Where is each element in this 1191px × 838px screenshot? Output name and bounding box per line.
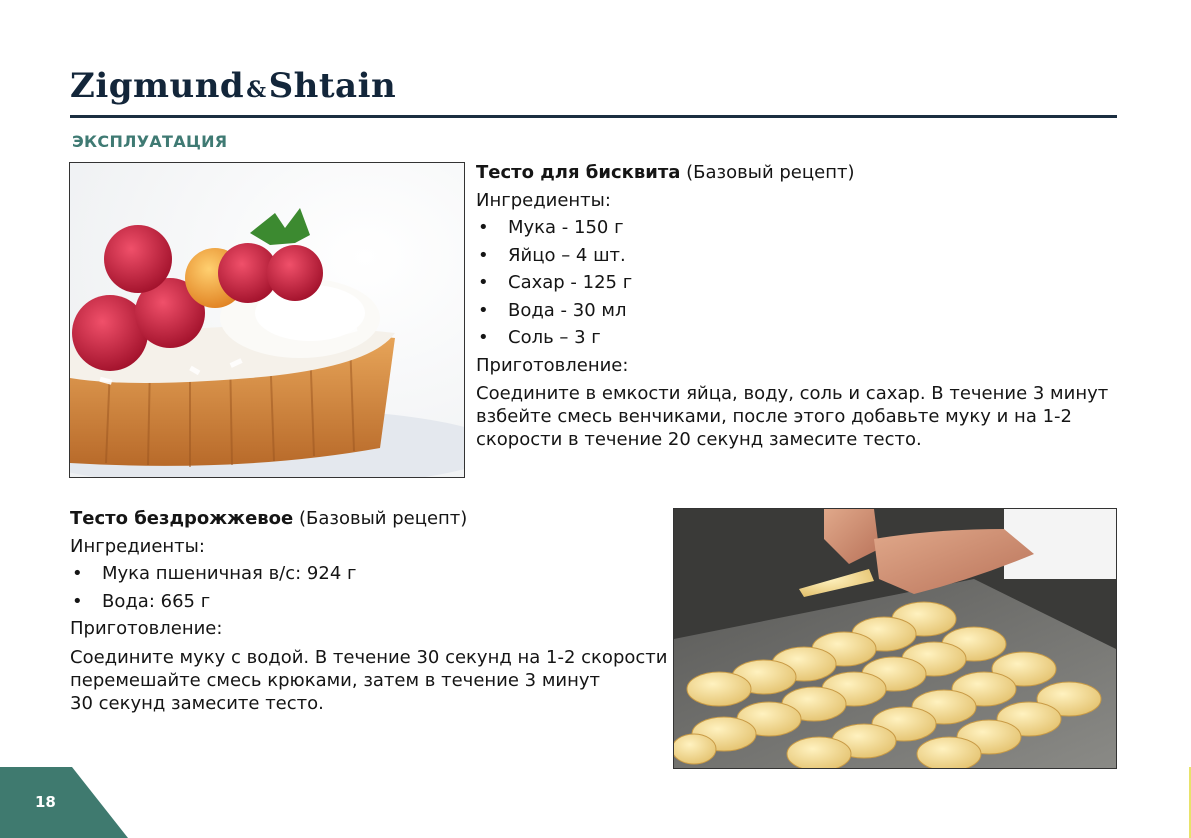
ingredient-text: Соль – 3 г: [508, 327, 601, 348]
ingredient-text: Сахар - 125 г: [508, 272, 633, 293]
ingredient-text: Вода - 30 мл: [508, 299, 627, 321]
preparation-line: скорости в течение 20 секунд замесите тесто.: [476, 429, 922, 450]
preparation-line: Соедините в емкости яйца, воду, соль и сахар. В течение 3 минут: [476, 383, 1109, 404]
list-item: [70, 588, 667, 616]
recipe-yeast-free-title: Тесто бездрожжевое: [70, 508, 294, 529]
list-item: [476, 324, 1108, 352]
ingredient-text: Вода: 665 г: [102, 590, 211, 612]
preparation-line: 30 секунд замесите тесто.: [70, 692, 324, 714]
ingredient-list: [70, 560, 667, 615]
preparation-text: [70, 646, 667, 715]
brand-ampersand: &: [246, 77, 267, 103]
recipe-sponge-subtitle: (Базовый рецепт): [680, 162, 855, 183]
list-item: [476, 242, 1108, 270]
bullet: •: [72, 563, 83, 584]
preparation-label: Приготовление:: [476, 354, 629, 376]
page-number: 18: [35, 793, 56, 811]
ingredient-text: Мука - 150 г: [508, 217, 624, 238]
recipe-yeast-free-subtitle: (Базовый рецепт): [293, 508, 468, 529]
section-title: ЭКСПЛУАТАЦИЯ: [72, 132, 228, 151]
ingredients-label: Ингредиенты:: [70, 535, 205, 557]
header-rule: [70, 115, 1117, 118]
ingredient-text: Мука пшеничная в/с: 924 г: [102, 563, 357, 584]
brand-name-right: Shtain: [268, 66, 397, 106]
brand-logo: [70, 66, 396, 106]
preparation-text: [476, 382, 1108, 451]
bullet: •: [72, 590, 83, 612]
bullet: •: [478, 299, 489, 321]
preparation-label: Приготовление:: [70, 618, 223, 639]
list-item: [476, 214, 1108, 242]
croissants-photo: [673, 508, 1117, 769]
bullet: •: [478, 272, 489, 293]
list-item: [476, 297, 1108, 325]
preparation-line: перемешайте смесь крюками, затем в течение 3 минут: [70, 669, 601, 691]
bullet: •: [478, 244, 489, 266]
bullet: •: [478, 327, 489, 348]
preparation-line: Соедините муку с водой. В течение 30 секунд на 1-2 скорости: [70, 646, 668, 668]
preparation-line: взбейте смесь венчиками, после этого добавьте муку и на 1-2: [476, 406, 1072, 427]
ingredient-list: [476, 214, 1108, 352]
list-item: [476, 269, 1108, 297]
recipe-sponge-title: Тесто для бисквита: [476, 162, 681, 183]
list-item: [70, 560, 667, 588]
ingredients-label: Ингредиенты:: [476, 189, 611, 211]
ingredient-text: Яйцо – 4 шт.: [508, 244, 626, 266]
recipe-yeast-free: [70, 505, 667, 715]
recipe-yeast-free-heading: [70, 505, 667, 533]
page-number-tab: [0, 767, 128, 838]
brand-name-left: Zigmund: [70, 66, 245, 106]
tart-photo: [69, 162, 465, 478]
recipe-sponge: [476, 159, 1108, 451]
recipe-sponge-heading: [476, 159, 1108, 187]
bullet: •: [478, 217, 489, 238]
